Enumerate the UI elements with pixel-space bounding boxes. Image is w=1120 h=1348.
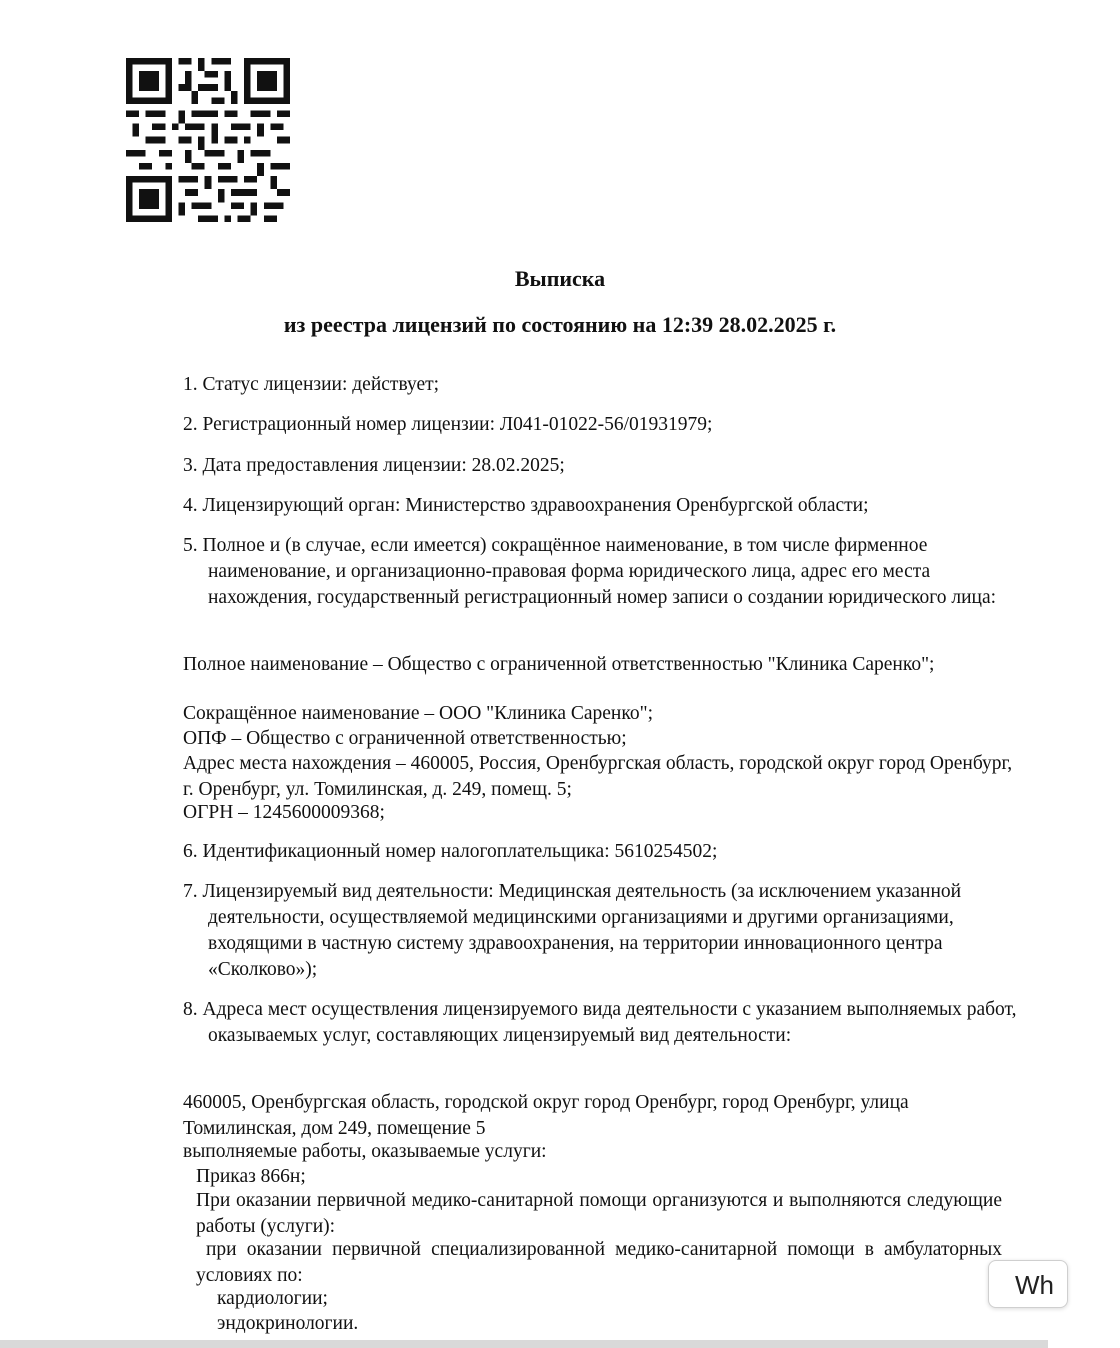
item-activity-addresses: 8. Адреса мест осуществления лицензируемого вида деятельности с указанием выполняемых работ, оказываемых услуг, составляющих лицензируемый вид деятельности: [183,999,1017,1046]
place-works-label: выполняемые работы, оказываемые услуги: [183,1141,547,1162]
item-license-status: 1. Статус лицензии: действует; [183,374,440,395]
org-ogrn: ОГРН – 1245600009368; [183,802,385,823]
place-cardiology: кардиологии; [217,1288,328,1309]
document-title: Выписка [514,266,606,291]
place-primary-care: При оказании первичной медико-санитарной помощи организуются и выполняются следующие работы (услуги): [196,1190,1002,1237]
place-specialized-care: при оказании первичной специализированной медико-санитарной помощи в амбулаторных условиях по: [196,1239,1002,1286]
item-organization-heading: 5. Полное и (в случае, если имеется) сокращённое наименование, в том числе фирменное наименование, и организационно-правовая форма юридического лица, адрес его места нахождения, государственный регистрационный номер записи о создании юридического лица: [183,535,997,608]
place-address: 460005, Оренбургская область, городской округ город Оренбург, город Оренбург, улица Томилинская, дом 249, помещение 5 [183,1092,909,1139]
floating-chat-button[interactable]: Wh [988,1260,1068,1308]
place-endocrinology: эндокринологии. [217,1313,359,1334]
qr-code-icon [126,58,290,222]
item-issue-date: 3. Дата предоставления лицензии: 28.02.2025; [183,455,565,476]
org-address: Адрес места нахождения – 460005, Россия, Оренбургская область, городской округ город Оренбург, г. Оренбург, ул. Томилинская, д. 249, помещ. 5; [183,753,1013,800]
place-order: Приказ 866н; [196,1166,306,1187]
org-legal-form: ОПФ – Общество с ограниченной ответственностью; [183,728,627,749]
org-full-name: Полное наименование – Общество с ограниченной ответственностью "Клиника Саренко"; [183,654,935,675]
item-tax-id: 6. Идентификационный номер налогоплательщика: 5610254502; [183,841,718,862]
item-licensing-authority: 4. Лицензирующий орган: Министерство здравоохранения Оренбургской области; [183,495,869,516]
item-licensed-activity: 7. Лицензируемый вид деятельности: Медицинская деятельность (за исключением указанной деятельности, осуществляемой медицинскими организациями и другими организациями, входящими в частную систему здравоохранения, на территории инновационного центра «Сколково»); [183,881,962,980]
item-registration-number: 2. Регистрационный номер лицензии: Л041-01022-56/01931979; [183,414,713,435]
viewer-bottom-bar [0,1340,1048,1348]
document-subtitle: из реестра лицензий по состоянию на 12:39 28.02.2025 г. [283,312,837,337]
org-short-name: Сокращённое наименование – ООО "Клиника Саренко"; [183,703,653,724]
